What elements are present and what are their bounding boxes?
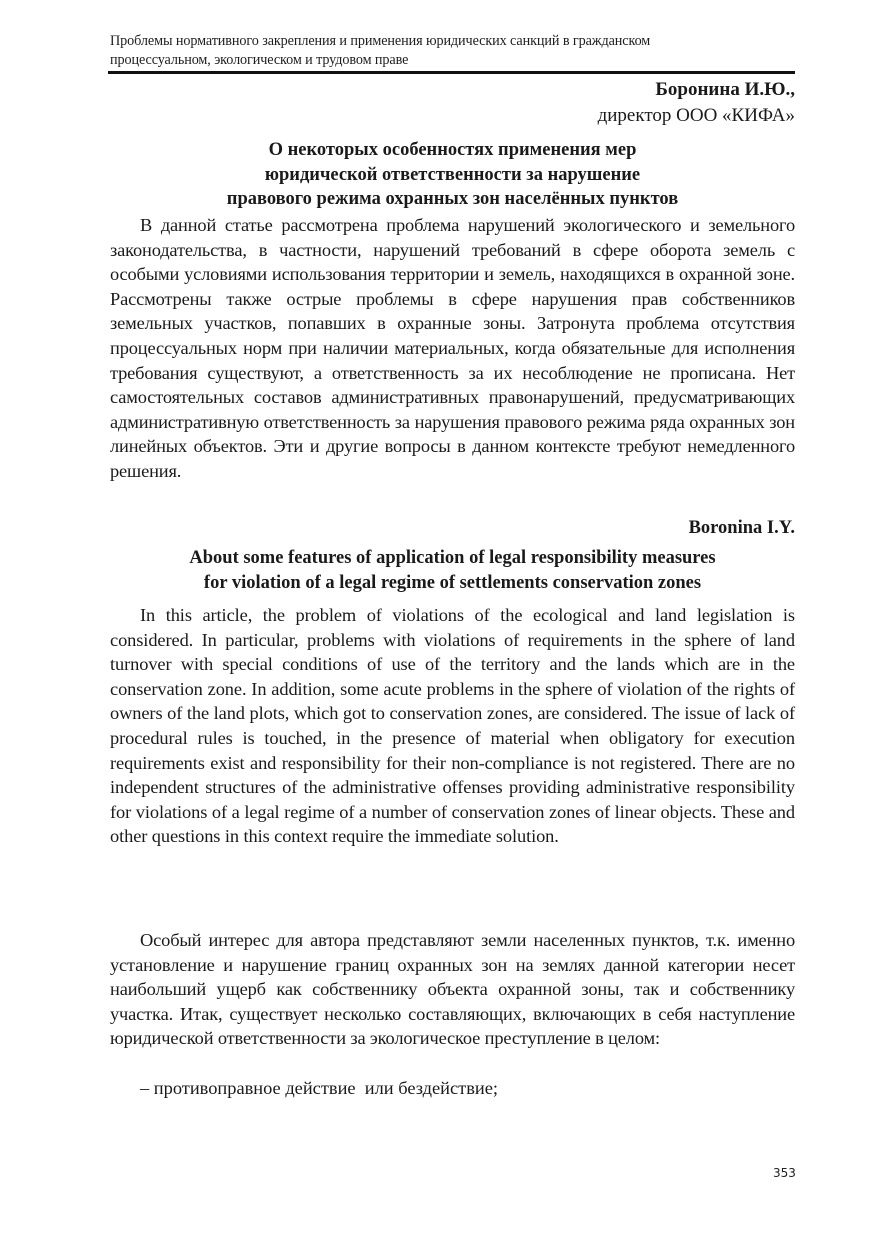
title-en-line: for violation of a legal regime of settlements conservation zones (203, 573, 702, 593)
running-header (110, 32, 795, 70)
author-affiliation-ru: директор ООО «КИФА» (597, 105, 795, 126)
author-name-en: Boronina I.Y. (688, 518, 795, 538)
abstract-en: In this article, the problem of violations of the ecological and land legislation is considered. In particular, problems with violations of requirements in the sphere of land turnover with special conditions of use of the territory and the lands which are in the conservation zone. In addition, some acute problems in the sphere of violation of the rights of owners of the land plots, which got to conservation zones, are considered. The issue of lack of procedural rules is touched, in the presence of material when obligatory for execution requirements exist and responsibility for their non-compliance is not registered. There are no independent structures of the administrative offenses providing administrative responsibility for violations of a legal regime of a number of conservation zones of linear objects. These and other questions in this context require the immediate solution. (110, 605, 795, 847)
title-ru-line: О некоторых особенностях применения мер (268, 140, 637, 160)
header-divider (108, 71, 795, 74)
list-item: – противоправное действие или бездействие; (140, 1078, 499, 1098)
title-ru-line: юридической ответственности за нарушение (264, 164, 641, 185)
body-paragraph-ru: Особый интерес для автора представляют земли населенных пунктов, т.к. именно установление и нарушение границ охранных зон на землях данной категории несет наибольший ущерб как собственнику объекта охранной зоны, так и собственнику участка. Итак, существует несколько составляющих, включающих в себя наступление юридической ответственности за экологическое преступление в целом: (110, 930, 795, 1049)
running-header-line-1: Проблемы нормативного закрепления и применения юридических санкций в гражданском (110, 33, 651, 49)
article-title-en (110, 546, 795, 596)
page-number: 353 (773, 1166, 796, 1180)
title-en-line: About some features of application of legal responsibility measures (189, 548, 716, 568)
article-title-ru (110, 138, 795, 212)
abstract-ru: В данной статье рассмотрена проблема нарушений экологического и земельного законодательства, в частности, нарушений требований в сфере оборота земель с особыми условиями использования территории и земель, находящихся в охранной зоне. Рассмотрены также острые проблемы в сфере нарушения прав собственников земельных участков, попавших в охранные зоны. Затронута проблема отсутствия процессуальных норм при наличии материальных, когда обязательные для исполнения требования существуют, а ответственность за их несоблюдение не прописана. Нет самостоятельных составов административных правонарушений, предусматривающих административную ответственность за нарушения правового режима ряда охранных зон линейных объектов. Эти и другие вопросы в данном контексте требуют немедленного решения. (110, 215, 795, 481)
title-ru-line: правового режима охранных зон населённых пунктов (226, 189, 679, 209)
author-name-ru: Боронина И.Ю., (655, 79, 795, 100)
running-header-line-2: процессуальном, экологическом и трудовом праве (110, 52, 409, 68)
